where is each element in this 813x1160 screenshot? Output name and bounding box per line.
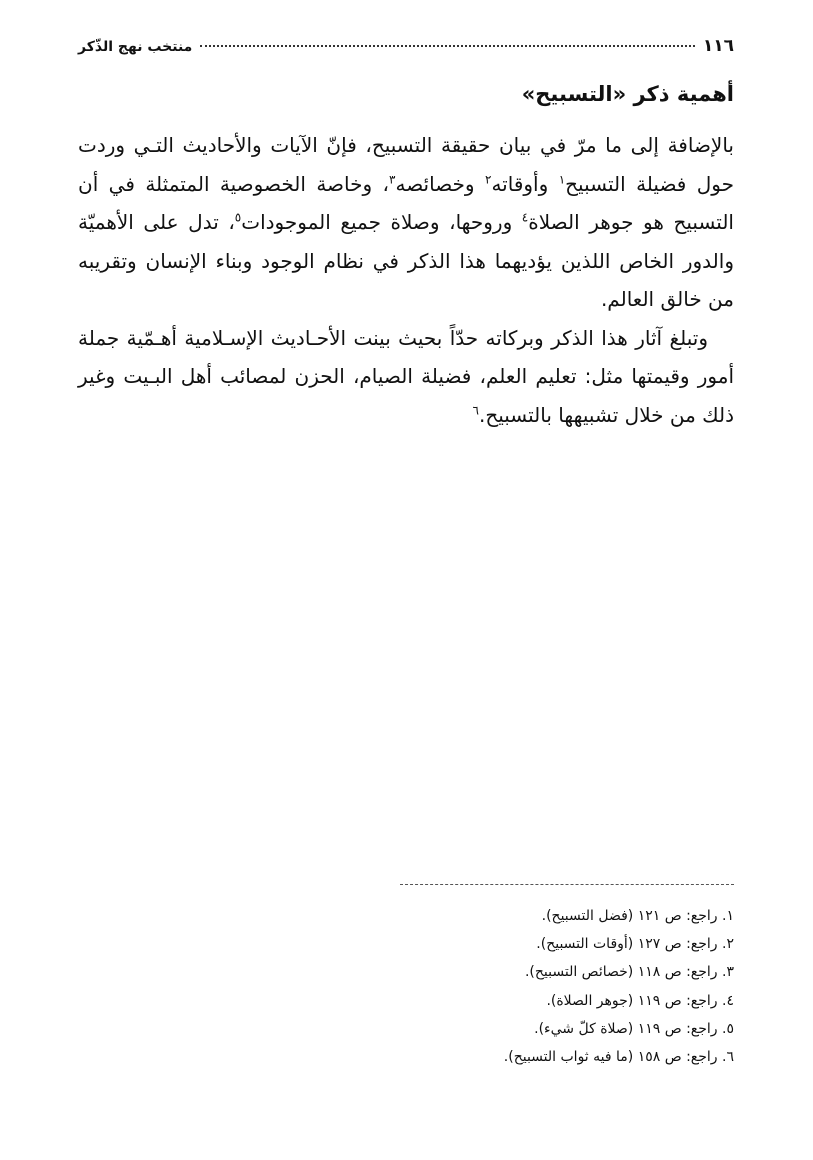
footnote-5: ٥. راجع: ص ١١٩ (صلاة كلّ شيء). <box>534 1020 734 1037</box>
footnote-4: ٤. راجع: ص ١١٩ (جوهر الصلاة). <box>546 992 734 1009</box>
footnote-3: ٣. راجع: ص ١١٨ (خصائص التسبيح). <box>524 964 734 981</box>
section-title: أهمية ذكر «التسبيح» <box>521 82 734 106</box>
footnotes-list <box>400 902 734 1071</box>
footnote-2: ٢. راجع: ص ١٢٧ (أوقات التسبيح). <box>536 936 734 953</box>
page-header <box>78 36 734 60</box>
footnote-ref-4[interactable]: ٤ <box>521 210 529 225</box>
paragraph-1-part-d: ، وخاصة الخصوصية المتمثلة في أن التسبيح هو جوهر الصلاة <box>78 171 734 234</box>
paragraph-1-part-b: وأوقاته <box>491 171 559 196</box>
paragraph-1 <box>78 126 734 319</box>
running-title: منتخب نهج الذّكر <box>78 39 193 55</box>
paragraph-1-part-e: وروحها، وصلاة جميع الموجودات <box>241 210 522 234</box>
paragraph-2-text: وتبلغ آثار هذا الذكر وبركاته حدّاً بحيث بينت الأحـاديث الإسـلامية أهـمّية جملة أمور وقيمتها مثل: تعليم العلم، فضيلة الصيام، الحزن لمصائب أهل البـيت وغير ذلك من خلال تشبيهها بالتسبيح. <box>78 325 734 427</box>
body-text <box>78 126 734 434</box>
paragraph-1-part-c: وخصائصه <box>395 171 485 196</box>
paragraph-2 <box>78 319 734 435</box>
footnote-ref-1[interactable]: ١ <box>558 171 566 186</box>
page-number: ١١٦ <box>702 36 734 56</box>
footnote-ref-3[interactable]: ٣ <box>389 171 396 186</box>
footnote-separator <box>400 884 734 885</box>
header-dotted-leader <box>200 45 695 47</box>
footnote-ref-5[interactable]: ٥ <box>234 210 242 225</box>
paragraph-1-part-a: بالإضافة إلى ما مرّ في بيان حقيقة التسبيح، فإنّ الآيات والأحاديث التـي وردت حول فضيلة التسبيح <box>78 133 734 196</box>
footnote-1: ١. راجع: ص ١٢١ (فضل التسبيح). <box>541 908 734 924</box>
footnote-ref-6[interactable]: ٦ <box>472 402 479 417</box>
footnote-6: ٦. راجع: ص ١٥٨ (ما فيه ثواب التسبيح). <box>503 1048 734 1065</box>
footnote-ref-2[interactable]: ٢ <box>484 171 492 186</box>
paragraph-1-part-f: ، تدل على الأهميّة والدور الخاص اللذين يؤديهما هذا الذكر في نظام الوجود وبناء الإنسان وتقريبه من خالق العالم. <box>78 210 734 311</box>
